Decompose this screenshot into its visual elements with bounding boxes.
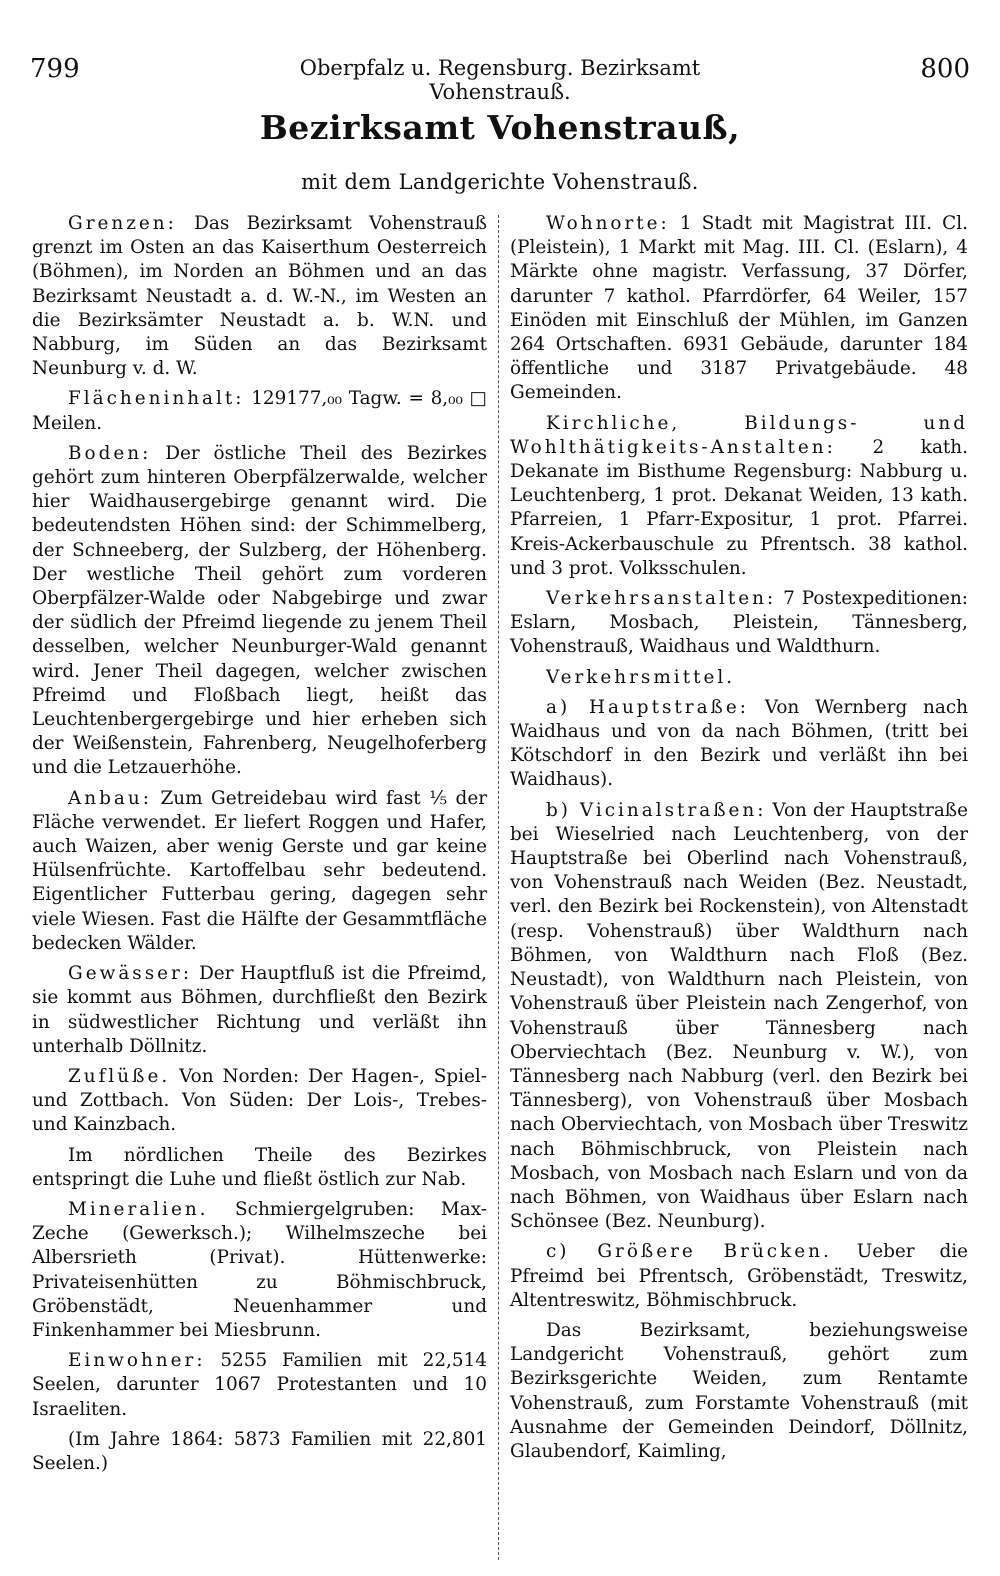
paragraph-hauptstrasse	[510, 696, 968, 793]
page-title: Bezirksamt Vohenstrauß,	[259, 108, 741, 147]
paragraph-vicinal	[510, 799, 968, 1235]
text-verkehrsanstalten: 7 Postexpeditionen: Eslarn, Mosbach, Pleistein, Tännesberg, Vohenstrauß, Waidhaus und Waldthurn.	[510, 588, 968, 658]
heading-mineralien: Mineralien.	[68, 1198, 209, 1220]
paragraph-einwohner	[32, 1349, 487, 1422]
paragraph-anbau	[32, 787, 487, 956]
heading-bruecken: c) Größere Brücken.	[546, 1241, 832, 1263]
running-title: Oberpfalz u. Regensburg. Bezirksamt Vohenstrauß.	[299, 56, 701, 104]
paragraph-zufluesse	[32, 1065, 487, 1138]
heading-kirchliche: Kirchliche, Bildungs- und Wohlthätigkeits-Anstalten:	[510, 412, 968, 458]
text-bruecken: Ueber die Pfreimd bei Pfrentsch, Gröbenstädt, Treswitz, Altentreswitz, Böhmischbruck.	[510, 1241, 968, 1311]
text-mineralien: Schmiergelgruben: Max-Zeche (Gewerksch.); Wilhelmszeche bei Albersrieth (Privat). Hüttenwerke: Privateisenhütten zu Böhmischbruck, Gröbenstädt, Neuenhammer und Finkenhammer bei Miesbrunn.	[32, 1198, 487, 1341]
text-vicinal: Von der Hauptstraße bei Wieselried nach Leuchtenberg, von der Hauptstraße bei Oberlind nach Vohenstrauß, von Vohenstrauß nach Weiden (Bez. Neustadt, verl. den Bezirk bei Rockenstein), von Altenstadt (resp. Vohenstrauß) über Waldthurn nach Böhmen, von Waldthurn nach Floß (Bez. Neustadt), von Waldthurn nach Pleistein, von Vohenstrauß über Pleistein nach Zengerhof, von Vohenstrauß über Tännesberg nach Oberviechtach (Bez. Neunburg v. W.), von Tännesberg nach Nabburg (verl. den Bezirk bei Tännesberg), von Vohenstrauß über Mosbach nach Oberviechtach, von Mosbach über Treswitz nach Böhmischbruck, von Pleistein nach Mosbach, von Mosbach nach Eslarn und von da nach Böhmen, von Waidhaus über Eslarn nach Schönsee (Bez. Neunburg).	[510, 799, 968, 1233]
page-header	[30, 54, 970, 104]
heading-anbau: Anbau:	[68, 787, 152, 809]
right-column	[510, 212, 968, 1470]
text-boden: Der östliche Theil des Bezirkes gehört zum hinteren Oberpfälzerwalde, welcher hier Waidhausergebirge genannt wird. Die bedeutendsten Höhen sind: der Schimmelberg, der Schneeberg, der Sulzberg, der Höhenberg. Der westliche Theil gehört zum vorderen Oberpfälzer-Walde oder Nabgebirge und zwar der südlich der Pfreimd liegende zu jenem Theil desselben, welcher Neunburger-Wald genannt wird. Jener Theil dagegen, welcher zwischen Pfreimd und Floßbach liegt, heißt das Leuchtenbergergebirge und hier erheben sich der Weißenstein, Fahrenberg, Neugelhoferberg und die Letzauerhöhe.	[32, 442, 487, 779]
paragraph-flaeche	[32, 387, 487, 435]
paragraph-bruecken	[510, 1240, 968, 1313]
text-zufluesse: Von Norden: Der Hagen-, Spiel- und Zottbach. Von Süden: Der Lois-, Trebes- und Kainzbach.	[32, 1065, 487, 1136]
heading-einwohner: Einwohner:	[68, 1350, 206, 1372]
paragraph-verkehrsanstalten	[510, 587, 968, 660]
text-einwohner: 5255 Familien mit 22,514 Seelen, darunter 1067 Protestanten und 10 Israeliten.	[32, 1350, 487, 1420]
heading-zufluesse: Zuflüße.	[68, 1065, 171, 1087]
heading-flaeche: Flächeninhalt:	[68, 388, 245, 410]
column-divider	[498, 215, 499, 1560]
heading-hauptstrasse: a) Hauptstraße:	[546, 696, 749, 718]
paragraph-mineralien	[32, 1198, 487, 1343]
paragraph-kirchliche	[510, 412, 968, 581]
page-subtitle: mit dem Landgerichte Vohenstrauß.	[301, 170, 699, 194]
heading-wohnorte: Wohnorte:	[546, 213, 670, 234]
heading-vicinal: b) Vicinalstraßen:	[546, 799, 767, 821]
paragraph-bezirksamt: Das Bezirksamt, beziehungsweise Landgericht Vohenstrauß, gehört zum Bezirksgerichte Weiden, zum Rentamte Vohenstrauß, zum Forstamte Vohenstrauß (mit Ausnahme der Gemeinden Deindorf, Döllnitz, Glaubendorf, Kaimling,	[510, 1319, 968, 1462]
paragraph-luhe: Im nördlichen Theile des Bezirkes entspringt die Luhe und fließt östlich zur Nab.	[32, 1144, 487, 1190]
text-flaeche: 129177,₀₀ Tagw. = 8,₀₀ □ Meilen.	[32, 388, 487, 434]
paragraph-gewaesser	[32, 962, 487, 1059]
text-wohnorte: 1 Stadt mit Magistrat III. Cl. (Pleistein), 1 Markt mit Mag. III. Cl. (Eslarn), 4 Märkte ohne magistr. Verfassung, 37 Dörfer, darunter 7 kathol. Pfarrdörfer, 64 Weiler, 157 Einöden mit Einschluß der Mühlen, im Ganzen 264 Ortschaften. 6931 Gebäude, darunter 184 öffentliche und 3187 Privatgebäude. 48 Gemeinden.	[510, 213, 968, 404]
paragraph-grenzen	[32, 212, 487, 381]
text-kirchliche: 2 kath. Dekanate im Bisthume Regensburg: Nabburg u. Leuchtenberg, 1 prot. Dekanat Weiden, 13 kath. Pfarreien, 1 Pfarr-Expositur, 1 prot. Pfarrei. Kreis-Ackerbauschule zu Pfrentsch. 38 kathol. und 3 prot. Volksschulen.	[510, 436, 968, 579]
heading-verkehrsanstalten: Verkehrsanstalten:	[546, 588, 777, 610]
left-column	[32, 212, 487, 1482]
heading-grenzen: Grenzen:	[68, 213, 177, 234]
heading-boden: Boden:	[68, 442, 152, 464]
paragraph-boden	[32, 442, 487, 781]
text-hauptstrasse: Von Wernberg nach Waidhaus und von da nach Böhmen, (tritt bei Kötschdorf in den Bezirk und verläßt ihn bei Waidhaus).	[510, 696, 968, 791]
text-grenzen: Das Bezirksamt Vohenstrauß grenzt im Osten an das Kaiserthum Oesterreich (Böhmen), im Norden an Böhmen und an das Bezirksamt Neustadt a. d. W.-N., im Westen an die Bezirksämter Neustadt a. b. W.N. und Nabburg, im Süden an das Bezirksamt Neunburg v. d. W.	[32, 213, 487, 380]
heading-verkehrsmittel: Verkehrsmittel.	[546, 666, 736, 688]
text-anbau: Zum Getreidebau wird fast ⅕ der Fläche verwendet. Er liefert Roggen und Hafer, auch Waizen, aber wenig Gerste und gar keine Hülsenfrüchte. Kartoffelbau sehr bedeutend. Eigentlicher Futterbau gering, dagegen sehr viele Wiesen. Fast die Hälfte der Gesammtfläche bedecken Wälder.	[32, 787, 487, 954]
page-number-right: 800	[920, 54, 970, 84]
text-gewaesser: Der Hauptfluß ist die Pfreimd, sie kommt aus Böhmen, durchfließt den Bezirk in südwestlicher Richtung und verläßt ihn unterhalb Döllnitz.	[32, 963, 487, 1057]
paragraph-jahr1864: (Im Jahre 1864: 5873 Familien mit 22,801 Seelen.)	[32, 1428, 487, 1474]
paragraph-wohnorte	[510, 212, 968, 406]
page-number-left: 799	[30, 54, 80, 84]
heading-gewaesser: Gewässer:	[68, 963, 193, 985]
